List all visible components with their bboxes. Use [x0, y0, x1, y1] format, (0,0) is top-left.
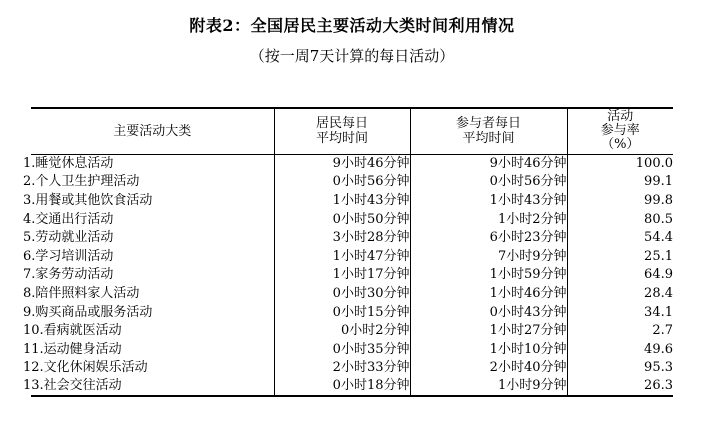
header-participant-avg-time: [410, 108, 567, 154]
header-rate-line2: 参与率: [600, 123, 640, 139]
table-row: [31, 210, 673, 229]
header-resident-line1: 居民每日: [315, 116, 368, 132]
header-resident-avg-time: [274, 108, 410, 154]
table-row: [31, 247, 673, 266]
table-row: [31, 340, 673, 359]
activity-name-cell: 9.购买商品或服务活动: [23, 304, 153, 320]
participant-avg-time-cell: 1小时10分钟: [410, 340, 567, 359]
table-header-row: [31, 108, 673, 154]
participant-avg-time-cell: 1小时9分钟: [410, 377, 567, 396]
header-activity: [31, 108, 274, 154]
resident-avg-time-cell: 0小时2分钟: [274, 321, 410, 340]
header-participant-line1: 参与者每日: [455, 116, 521, 132]
participant-avg-time-cell: 0小时43分钟: [410, 303, 567, 322]
participation-rate-cell: 99.8: [567, 191, 673, 210]
participation-rate-cell: 26.3: [567, 377, 673, 396]
activity-name-cell: 1.睡觉休息活动: [23, 156, 114, 172]
header-participant-line2: 平均时间: [462, 131, 515, 147]
activity-name-cell: 12.文化休闲娱乐活动: [23, 360, 148, 376]
participation-rate-cell: 100.0: [567, 154, 673, 173]
table-row: [31, 359, 673, 378]
table-row: [31, 266, 673, 285]
resident-avg-time-cell: 0小时30分钟: [274, 284, 410, 303]
activity-name-cell: 11.运动健身活动: [23, 341, 122, 357]
page-title: 附表2：全国居民主要活动大类时间利用情况: [189, 16, 515, 35]
participation-rate-cell: 34.1: [567, 303, 673, 322]
resident-avg-time-cell: 1小时47分钟: [274, 247, 410, 266]
table-row: [31, 154, 673, 173]
participation-rate-cell: 99.1: [567, 173, 673, 192]
activity-name-cell: 13.社会交往活动: [23, 378, 122, 394]
participation-rate-cell: 49.6: [567, 340, 673, 359]
activity-name-cell: 8.陪伴照料家人活动: [23, 285, 140, 301]
participant-avg-time-cell: 1小时2分钟: [410, 210, 567, 229]
participation-rate-cell: 95.3: [567, 359, 673, 378]
participant-avg-time-cell: 1小时46分钟: [410, 284, 567, 303]
participant-avg-time-cell: 6小时23分钟: [410, 228, 567, 247]
participation-rate-cell: 64.9: [567, 266, 673, 285]
participant-avg-time-cell: 1小时43分钟: [410, 191, 567, 210]
resident-avg-time-cell: 0小时50分钟: [274, 210, 410, 229]
participant-avg-time-cell: 0小时56分钟: [410, 173, 567, 192]
table-row: [31, 228, 673, 247]
activity-name-cell: 7.家务劳动活动: [23, 267, 114, 283]
resident-avg-time-cell: 3小时28分钟: [274, 228, 410, 247]
resident-avg-time-cell: 0小时35分钟: [274, 340, 410, 359]
participation-rate-cell: 25.1: [567, 247, 673, 266]
resident-avg-time-cell: 0小时18分钟: [274, 377, 410, 396]
page-subtitle: （按一周7天计算的每日活动）: [249, 47, 455, 65]
participation-rate-cell: 2.7: [567, 321, 673, 340]
resident-avg-time-cell: 1小时17分钟: [274, 266, 410, 285]
header-activity-label: 主要活动大类: [113, 123, 192, 139]
table-row: [31, 173, 673, 192]
activity-name-cell: 4.交通出行活动: [23, 211, 114, 227]
participation-rate-cell: 28.4: [567, 284, 673, 303]
resident-avg-time-cell: 9小时46分钟: [274, 154, 410, 173]
participant-avg-time-cell: 7小时9分钟: [410, 247, 567, 266]
participation-rate-cell: 54.4: [567, 228, 673, 247]
table-row: [31, 377, 673, 396]
participation-rate-cell: 80.5: [567, 210, 673, 229]
header-participation-rate: [567, 108, 673, 154]
resident-avg-time-cell: 1小时43分钟: [274, 191, 410, 210]
resident-avg-time-cell: 2小时33分钟: [274, 359, 410, 378]
table-row: [31, 303, 673, 322]
participant-avg-time-cell: 9小时46分钟: [410, 154, 567, 173]
header-resident-line2: 平均时间: [315, 131, 368, 147]
activity-name-cell: 10.看病就医活动: [23, 323, 122, 339]
participant-avg-time-cell: 1小时59分钟: [410, 266, 567, 285]
table-row: [31, 284, 673, 303]
activity-name-cell: 5.劳动就业活动: [23, 230, 114, 246]
activity-name-cell: 3.用餐或其他饮食活动: [23, 192, 153, 208]
activity-name-cell: 6.学习培训活动: [23, 248, 114, 264]
participant-avg-time-cell: 1小时27分钟: [410, 321, 567, 340]
table-row: [31, 191, 673, 210]
resident-avg-time-cell: 0小时15分钟: [274, 303, 410, 322]
header-rate-line1: 活动: [607, 109, 634, 125]
participant-avg-time-cell: 2小时40分钟: [410, 359, 567, 378]
header-rate-line3: （%）: [601, 137, 640, 153]
activity-name-cell: 2.个人卫生护理活动: [23, 174, 140, 190]
resident-avg-time-cell: 0小时56分钟: [274, 173, 410, 192]
time-use-table: [23, 107, 673, 397]
table-row: [31, 321, 673, 340]
